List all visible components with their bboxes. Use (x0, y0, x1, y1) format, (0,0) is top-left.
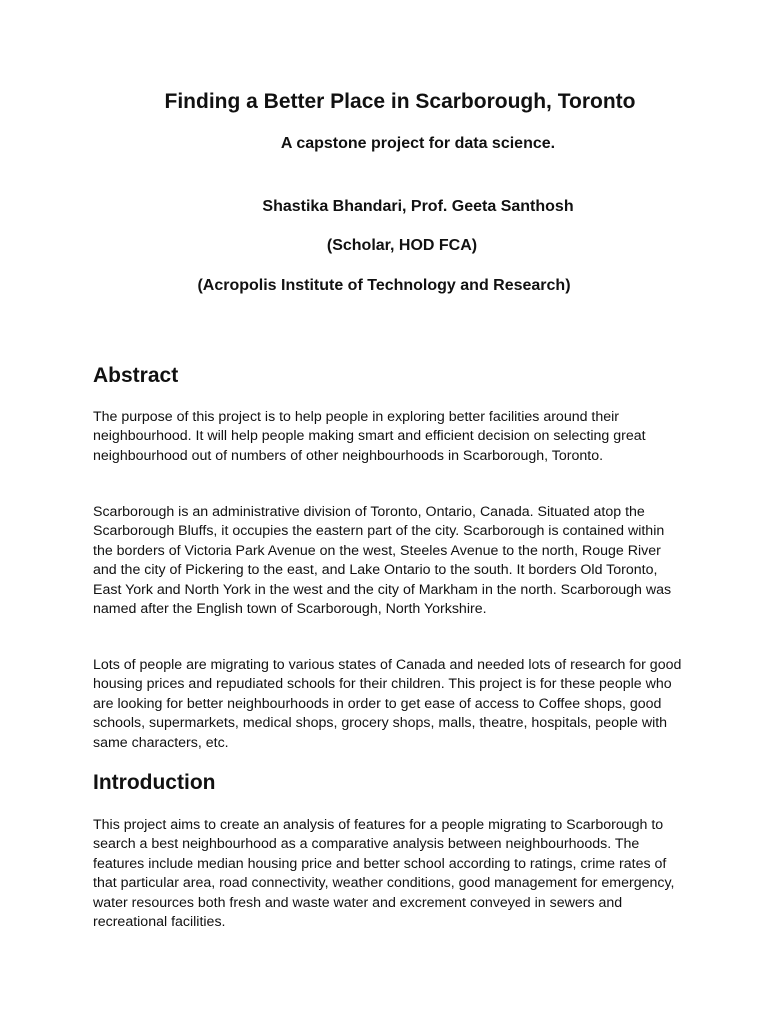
introduction-paragraph-1: This project aims to create an analysis of features for a people migrating to Scarborough to search a best neighbourhood as a comparative analysis between neighbourhoods. The features include median housing price and better school according to ratings, crime rates of that particular area, road connectivity, weather conditions, good management for emergency, water resources both fresh and waste water and excrement conveyed in sewers and recreational facilities. (93, 817, 675, 931)
abstract-paragraph-2: Scarborough is an administrative division of Toronto, Ontario, Canada. Situated atop the Scarborough Bluffs, it occupies the eastern part of the city. Scarborough is contained within the borders of Victoria Park Avenue on the west, Steeles Avenue to the north, Rouge River and the city of Pickering to the east, and Lake Ontario to the south. It borders Old Toronto, East York and North York in the west and the city of Markham in the north. Scarborough was named after the English town of Scarborough, North Yorkshire. (93, 504, 672, 618)
paper-subtitle: A capstone project for data science. (280, 135, 556, 152)
author-affiliation: (Acropolis Institute of Technology and Research) (197, 277, 571, 294)
author-roles: (Scholar, HOD FCA) (326, 237, 478, 254)
abstract-paragraph-3: Lots of people are migrating to various states of Canada and needed lots of research for good housing prices and repudiated schools for their children. This project is for these people who are looking for better neighbourhoods in order to get ease of access to Coffee shops, good schools, supermarkets, medical shops, grocery shops, malls, theatre, hospitals, people with same characters, etc. (93, 657, 682, 751)
paper-authors: Shastika Bhandari, Prof. Geeta Santhosh (262, 198, 574, 215)
abstract-paragraph-1: The purpose of this project is to help people in exploring better facilities around their neighbourhood. It will help people making smart and efficient decision on selecting great neighbourhood out of numbers of other neighbourhoods in Scarborough, Toronto. (93, 409, 646, 464)
introduction-heading: Introduction (93, 771, 216, 794)
abstract-heading: Abstract (93, 364, 179, 387)
paper-title: Finding a Better Place in Scarborough, Toronto (164, 90, 636, 113)
